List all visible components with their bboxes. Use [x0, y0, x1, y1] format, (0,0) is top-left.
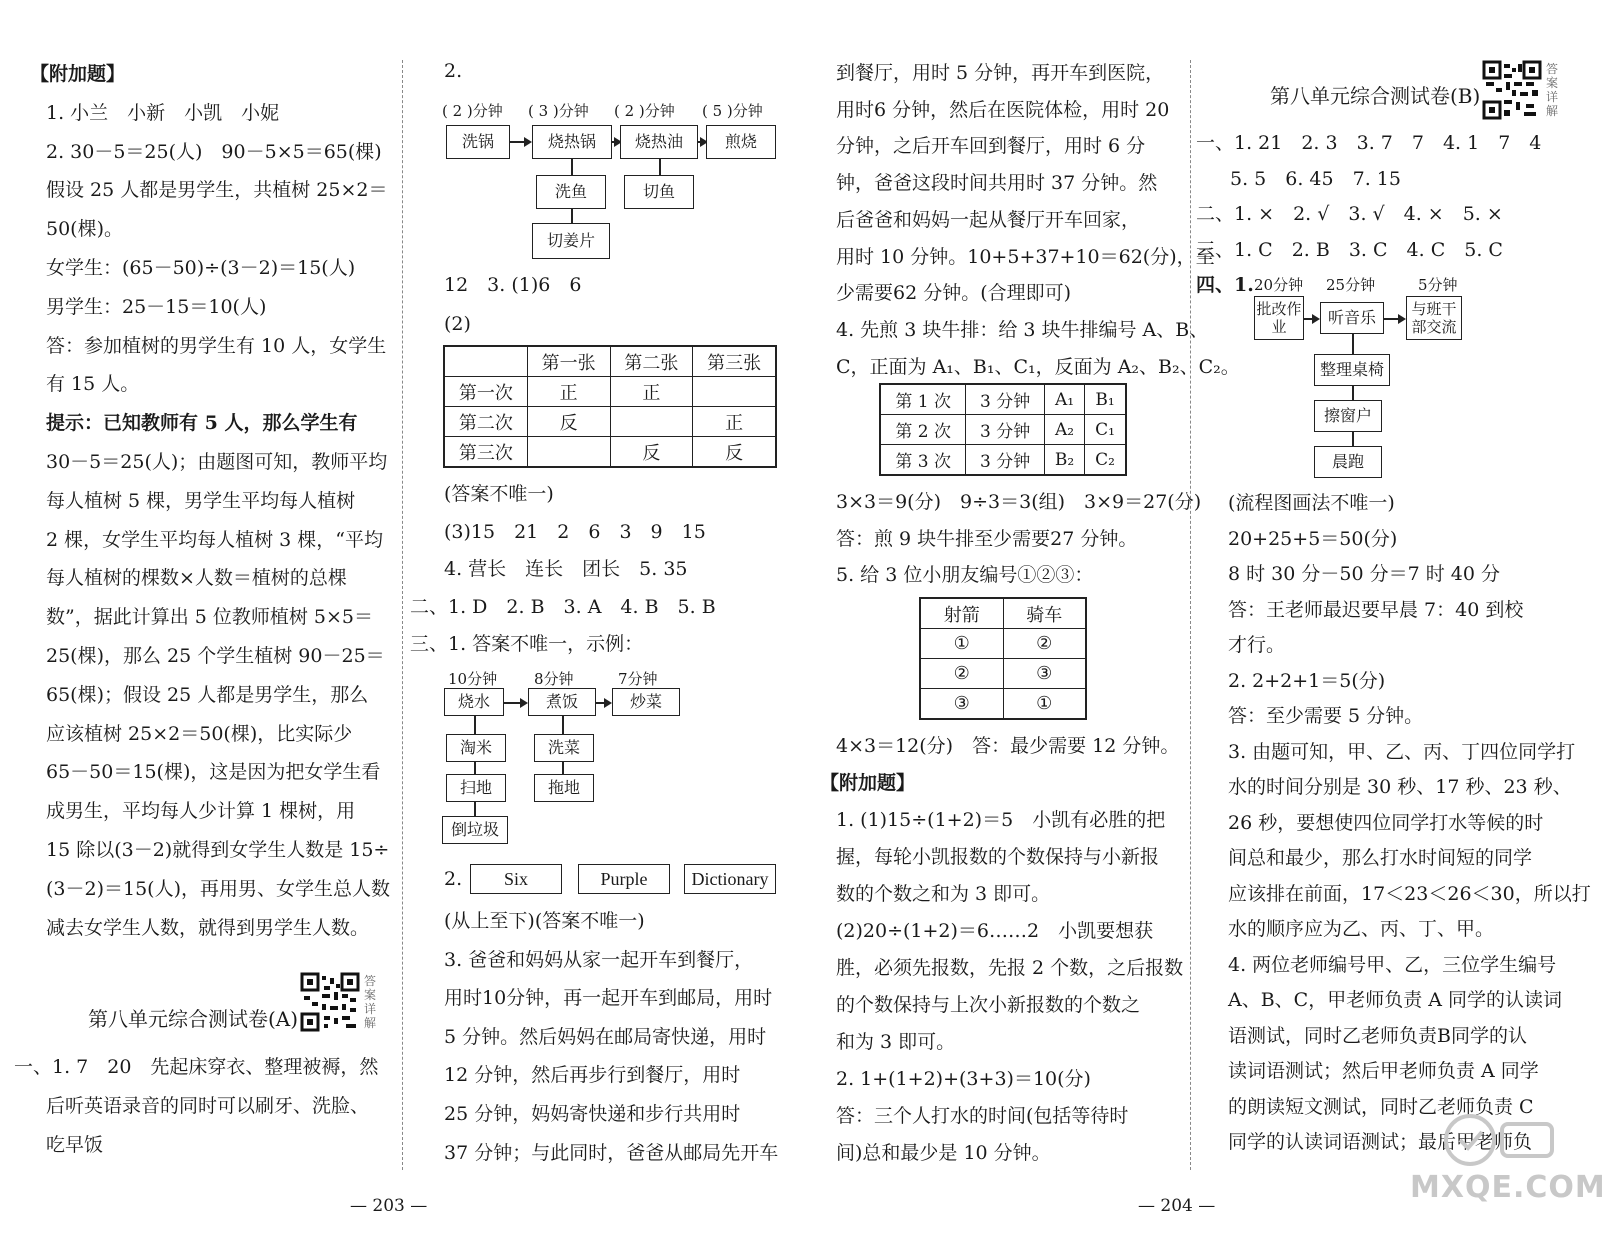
table-cell: ③ — [1003, 659, 1086, 689]
text-line: A、B、C，甲老师负责 A 同学的认读词 — [1228, 989, 1563, 1011]
column-4-top — [1196, 126, 1566, 268]
text-line: 的朗读短文测试，同时乙老师负责 C — [1228, 1095, 1534, 1118]
text-line: 同学的认读词语测试；最后甲老师负 — [1228, 1131, 1533, 1153]
text-line: 25 分钟，妈妈寄快递和步行共用时 — [444, 1102, 741, 1125]
table-cell — [445, 347, 528, 377]
connector-line — [474, 716, 476, 734]
text-line: 37 分钟；与此同时，爸爸从邮局先开车 — [444, 1141, 779, 1164]
text-line: 间总和最少，那么打水时间短的同学 — [1228, 847, 1533, 869]
text-line: 吃早饭 — [46, 1133, 104, 1156]
flow-label: 25分钟 — [1326, 276, 1376, 294]
text-line: (3－2)＝15(人)，再用男、女学生总人数 — [46, 877, 391, 900]
text-line: (2)20÷(1+2)＝6……2 小凯要想获 — [836, 920, 1154, 942]
text-line: 1. (1)15÷(1+2)＝5 小凯有必胜的把 — [836, 809, 1166, 831]
table-cell: A₂ — [1044, 415, 1084, 445]
table-cell: ② — [1003, 629, 1086, 659]
column-divider — [402, 60, 403, 1170]
test-a-title: 第八单元综合测试卷(A) — [88, 1007, 299, 1031]
table-cell: 第 1 次 — [881, 385, 966, 415]
flow-box: 批改作业 — [1254, 296, 1304, 340]
qr-caption: 答案详解 — [364, 974, 377, 1030]
col2-q2b: 2. — [444, 868, 463, 890]
table-cell — [527, 437, 610, 467]
connector-line — [659, 159, 661, 175]
text-line: 答：王老师最迟要早晨 7：40 到校 — [1228, 598, 1524, 621]
qr-code-icon — [1482, 60, 1542, 120]
text-line: 有 15 人。 — [46, 373, 140, 396]
page-number: — 204 — — [1138, 1196, 1216, 1216]
text-line: 2. 1+(1+2)+(3+3)＝10(分) — [836, 1068, 1091, 1090]
table-cell: ② — [921, 659, 1004, 689]
table-cell: 正 — [527, 377, 610, 407]
text-line: 胜，必须先报数，先报 2 个数，之后报数 — [836, 957, 1184, 979]
column-divider — [1190, 60, 1191, 1170]
text-line: 读词语测试；然后甲老师负责 A 同学 — [1228, 1060, 1539, 1082]
text-line: 2 棵，女学生平均每人植树 3 棵，“平均 — [46, 528, 384, 551]
text-line: 后爸爸和妈妈一起从餐厅开车回家， — [836, 208, 1141, 231]
word-box: Six — [470, 864, 562, 894]
word-box: Purple — [578, 864, 670, 894]
column-4-rest — [1228, 486, 1591, 1161]
text-line: 65(棵)；假设 25 人都是男学生，那么 — [46, 683, 369, 706]
text-line: 才行。 — [1228, 634, 1286, 656]
table-cell: 第一次 — [445, 377, 528, 407]
text-line: 成男生，平均每人少计算 1 棵树，用 — [46, 800, 356, 823]
table-cell: 射箭 — [921, 599, 1004, 629]
flow-box: 与班干部交流 — [1406, 296, 1462, 340]
text-line: 5. 5 6. 45 7. 15 — [1230, 167, 1401, 190]
table-cell: 第一张 — [527, 347, 610, 377]
text-line: 用时10分钟，再一起开车到邮局，用时 — [444, 987, 773, 1010]
qr-caption: 答案详解 — [1546, 62, 1559, 118]
text-line: (答案不唯一) — [444, 483, 554, 505]
flow-label: ( 2 )分钟 — [442, 102, 503, 120]
text-line: 三、1. 答案不唯一，示例： — [410, 633, 644, 655]
text-line: 5. 给 3 位小朋友编号①②③： — [836, 564, 1094, 586]
text-line: 数”，据此计算出 5 位教师植树 5×5＝ — [46, 606, 374, 629]
table-cell: 第二次 — [445, 407, 528, 437]
flow-label: 20分钟 — [1254, 276, 1304, 294]
text-line: 男学生：25－15＝10(人) — [46, 295, 267, 318]
table-cell: 反 — [693, 437, 776, 467]
table-cell: ① — [921, 629, 1004, 659]
table-cell: 反 — [527, 407, 610, 437]
text-line: (从上至下)(答案不唯一) — [444, 910, 645, 932]
test-b-title: 第八单元综合测试卷(B) — [1270, 84, 1481, 108]
text-line: 假设 25 人都是男学生，共植树 25×2＝ — [46, 179, 388, 202]
col4-q4-label: 四、1. — [1196, 274, 1254, 296]
col2-tail — [444, 902, 784, 1172]
flow-box: 切姜片 — [532, 223, 610, 259]
flow-box: 擦窗户 — [1314, 400, 1382, 432]
table-cell: A₁ — [1044, 385, 1084, 415]
text-line: 用时 10 分钟。10+5+37+10＝62(分)，至 — [836, 245, 1215, 268]
text-line: 8 时 30 分－50 分＝7 时 40 分 — [1228, 563, 1500, 585]
watermark-logo-icon — [1440, 1110, 1560, 1174]
text-line: 4. 先煎 3 块牛排：给 3 块牛排编号 A、B、 — [836, 318, 1209, 341]
text-line: 数的个数之和为 3 即可。 — [836, 883, 1051, 905]
flowchart-cooking — [440, 95, 780, 265]
arrow-head-icon — [1312, 314, 1320, 324]
column-3-bottom — [820, 728, 1186, 1172]
table-cell: ① — [1003, 689, 1086, 719]
text-line: 4×3＝12(分) 答：最少需要 12 分钟。 — [836, 735, 1180, 757]
text-line: 5 分钟。然后妈妈在邮局寄快递，用时 — [444, 1025, 767, 1048]
text-line: 【附加题】 — [820, 772, 916, 794]
text-line: 26 秒，要想使四位同学打水等候的时 — [1228, 811, 1544, 834]
column-1-tail — [14, 1048, 390, 1164]
flowchart-chores — [440, 668, 700, 848]
text-line: (流程图画法不唯一) — [1228, 492, 1395, 514]
col2-after-flow1 — [444, 266, 784, 344]
connector-line — [562, 716, 564, 734]
text-line: 的个数保持与上次小新报数的个数之 — [836, 994, 1141, 1016]
connector-line — [1352, 334, 1354, 354]
flow-label: ( 2 )分钟 — [614, 102, 675, 120]
flow-label: 10分钟 — [448, 670, 498, 688]
text-line: 水的时间分别是 30 秒、17 秒、23 秒、 — [1228, 776, 1572, 798]
flow-box: 洗锅 — [446, 125, 510, 159]
text-line: C，正面为 A₁、B₁、C₁，反面为 A₂、B₂、C₂。 — [836, 355, 1240, 378]
table-cell: C₂ — [1085, 445, 1126, 475]
flow-box: 烧热锅 — [532, 125, 612, 159]
text-line: 女学生：(65－50)÷(3－2)＝15(人) — [46, 256, 356, 279]
column-3-mid — [836, 484, 1202, 594]
text-line: 提示：已知教师有 5 人，那么学生有 — [46, 412, 358, 435]
table-cell: 第 2 次 — [881, 415, 966, 445]
table-cell: 第 3 次 — [881, 445, 966, 475]
text-line: 【附加题】 — [30, 63, 126, 85]
text-line: 15 除以(3－2)就得到女学生人数是 15÷ — [46, 838, 390, 861]
table-cell: 正 — [693, 407, 776, 437]
arrow-head-icon — [1398, 314, 1406, 324]
connector-line — [474, 762, 476, 774]
connector-line — [571, 209, 573, 223]
arrow-head-icon — [520, 698, 528, 708]
flow-box: 晨跑 — [1314, 446, 1382, 478]
flow-box: 切鱼 — [624, 175, 694, 209]
connector-line — [1352, 432, 1354, 446]
text-line: 12 分钟，然后再步行到餐厅，用时 — [444, 1064, 741, 1087]
col2-after-table — [410, 476, 790, 664]
table-cell: 反 — [610, 437, 693, 467]
text-line: 水的顺序应为乙、丙、丁、甲。 — [1228, 918, 1495, 940]
text-line: 65－50＝15(棵)，这是因为把女学生看 — [46, 761, 381, 784]
text-line: 少需要62 分钟。(合理即可) — [836, 282, 1072, 305]
flow-label: ( 3 )分钟 — [528, 102, 589, 120]
text-line: 4. 营长 连长 团长 5. 35 — [444, 558, 688, 580]
table-cell: 第三张 — [693, 347, 776, 377]
flow-box: 煮饭 — [528, 688, 596, 716]
text-line: 1. 小兰 小新 小凯 小妮 — [46, 101, 280, 124]
flow-box: 烧水 — [444, 688, 504, 716]
flow-box: 洗菜 — [534, 734, 594, 762]
arrow-head-icon — [604, 698, 612, 708]
col2-q2: 2. — [444, 60, 463, 82]
text-line: 三、1. C 2. B 3. C 4. C 5. C — [1196, 238, 1503, 261]
text-line: 3×3＝9(分) 9÷3＝3(组) 3×9＝27(分) — [836, 491, 1202, 513]
watermark-text: MXQE.COM — [1410, 1170, 1606, 1205]
text-line: 每人植树 5 棵，男学生平均每人植树 — [46, 489, 356, 512]
qr-code-icon — [300, 972, 360, 1032]
connector-line — [1352, 386, 1354, 400]
table-cell: 正 — [610, 377, 693, 407]
text-line: 3. 由题可知，甲、乙、丙、丁四位同学打 — [1228, 740, 1576, 763]
text-line: 50(棵)。 — [46, 218, 124, 241]
flow-box: 烧热油 — [620, 125, 698, 159]
text-line: 钟，爸爸这段时间共用时 37 分钟。然 — [836, 172, 1158, 195]
text-line: 答：煎 9 块牛排至少需要27 分钟。 — [836, 527, 1138, 550]
text-line: 和为 3 即可。 — [836, 1031, 956, 1053]
coin-table — [444, 346, 776, 467]
table-cell: 第二张 — [610, 347, 693, 377]
text-line: 一、1. 21 2. 3 3. 7 7 4. 1 7 4 — [1196, 132, 1542, 154]
flow-box: 炒菜 — [612, 688, 680, 716]
text-line: 应该排在前面，17＜23＜26＜30，所以打 — [1228, 882, 1591, 905]
text-line: 语测试，同时乙老师负责B同学的认 — [1228, 1024, 1527, 1047]
text-line: 用时6 分钟，然后在医院体检，用时 20 — [836, 98, 1170, 121]
page-number: — 203 — — [350, 1196, 428, 1216]
flow-label: 7分钟 — [618, 670, 658, 688]
text-line: 30－5＝25(人)；由题图可知，教师平均 — [46, 450, 388, 473]
text-line: (2) — [444, 312, 471, 335]
table-cell: C₁ — [1085, 415, 1126, 445]
table-cell: 骑车 — [1003, 599, 1086, 629]
text-line: 20+25+5＝50(分) — [1228, 527, 1398, 550]
column-1 — [30, 55, 390, 947]
text-line: 12 3. (1)6 6 — [444, 274, 582, 296]
text-line: 2. 2+2+1＝5(分) — [1228, 669, 1386, 692]
table-cell — [693, 377, 776, 407]
text-line: 答：参加植树的男学生有 10 人，女学生 — [46, 334, 387, 357]
flow-box: 整理桌椅 — [1314, 354, 1390, 386]
text-line: 每人植树的棵数×人数＝植树的总棵 — [46, 567, 347, 590]
text-line: 答：三个人打水的时间(包括等待时 — [836, 1105, 1129, 1127]
flow-box: 倒垃圾 — [442, 816, 508, 844]
kids-table — [920, 598, 1086, 719]
text-line: 二、1. × 2. √ 3. √ 4. × 5. × — [1196, 203, 1503, 225]
text-line: 分钟，之后开车回到餐厅，用时 6 分 — [836, 135, 1146, 158]
flow-box: 煎烧 — [706, 125, 776, 159]
word-box: Dictionary — [684, 864, 776, 894]
flowchart-teacher-morning — [1250, 274, 1480, 484]
table-cell: B₁ — [1085, 385, 1126, 415]
table-cell: 3 分钟 — [966, 385, 1045, 415]
table-cell: ③ — [921, 689, 1004, 719]
connector-line — [571, 159, 573, 175]
flow-label: ( 5 )分钟 — [702, 102, 763, 120]
text-line: 后听英语录音的同时可以刷牙、洗脸、 — [46, 1094, 370, 1117]
text-line: 2. 30－5＝25(人) 90－5×5＝65(棵) — [46, 140, 382, 163]
flow-box: 洗鱼 — [536, 175, 606, 209]
table-cell: 第三次 — [445, 437, 528, 467]
arrow-head-icon — [524, 137, 532, 147]
flow-label: 5分钟 — [1418, 276, 1458, 294]
text-line: 答：至少需要 5 分钟。 — [1228, 705, 1424, 727]
text-line: 25(棵)，那么 25 个学生植树 90－25＝ — [46, 644, 385, 667]
table-cell: B₂ — [1044, 445, 1084, 475]
text-line: 到餐厅，用时 5 分钟，再开车到医院， — [836, 62, 1165, 84]
steak-table — [880, 384, 1126, 475]
flow-box: 扫地 — [446, 774, 506, 802]
text-line: 4. 两位老师编号甲、乙，三位学生编号 — [1228, 953, 1557, 976]
text-line: 握，每轮小凯报数的个数保持与小新报 — [836, 846, 1160, 868]
text-line: 应该植树 25×2＝50(棵)，比实际少 — [46, 722, 353, 745]
text-line: 3. 爸爸和妈妈从家一起开车到餐厅， — [444, 948, 754, 971]
table-cell: 3 分钟 — [966, 445, 1045, 475]
table-cell: 3 分钟 — [966, 415, 1045, 445]
table-cell — [610, 407, 693, 437]
flow-box: 拖地 — [534, 774, 594, 802]
connector-line — [562, 762, 564, 774]
text-line: 二、1. D 2. B 3. A 4. B 5. B — [410, 595, 716, 618]
connector-line — [474, 802, 476, 816]
text-line: 减去女学生人数，就得到男学生人数。 — [46, 916, 370, 939]
text-line: 间)总和最少是 10 分钟。 — [836, 1142, 1051, 1164]
flow-box: 淘米 — [446, 734, 506, 762]
text-line: (3)15 21 2 6 3 9 15 — [444, 520, 706, 543]
flow-label: 8分钟 — [534, 670, 574, 688]
flow-box: 听音乐 — [1320, 302, 1384, 334]
text-line: 一、1. 7 20 先起床穿衣、整理被褥，然 — [14, 1056, 379, 1078]
